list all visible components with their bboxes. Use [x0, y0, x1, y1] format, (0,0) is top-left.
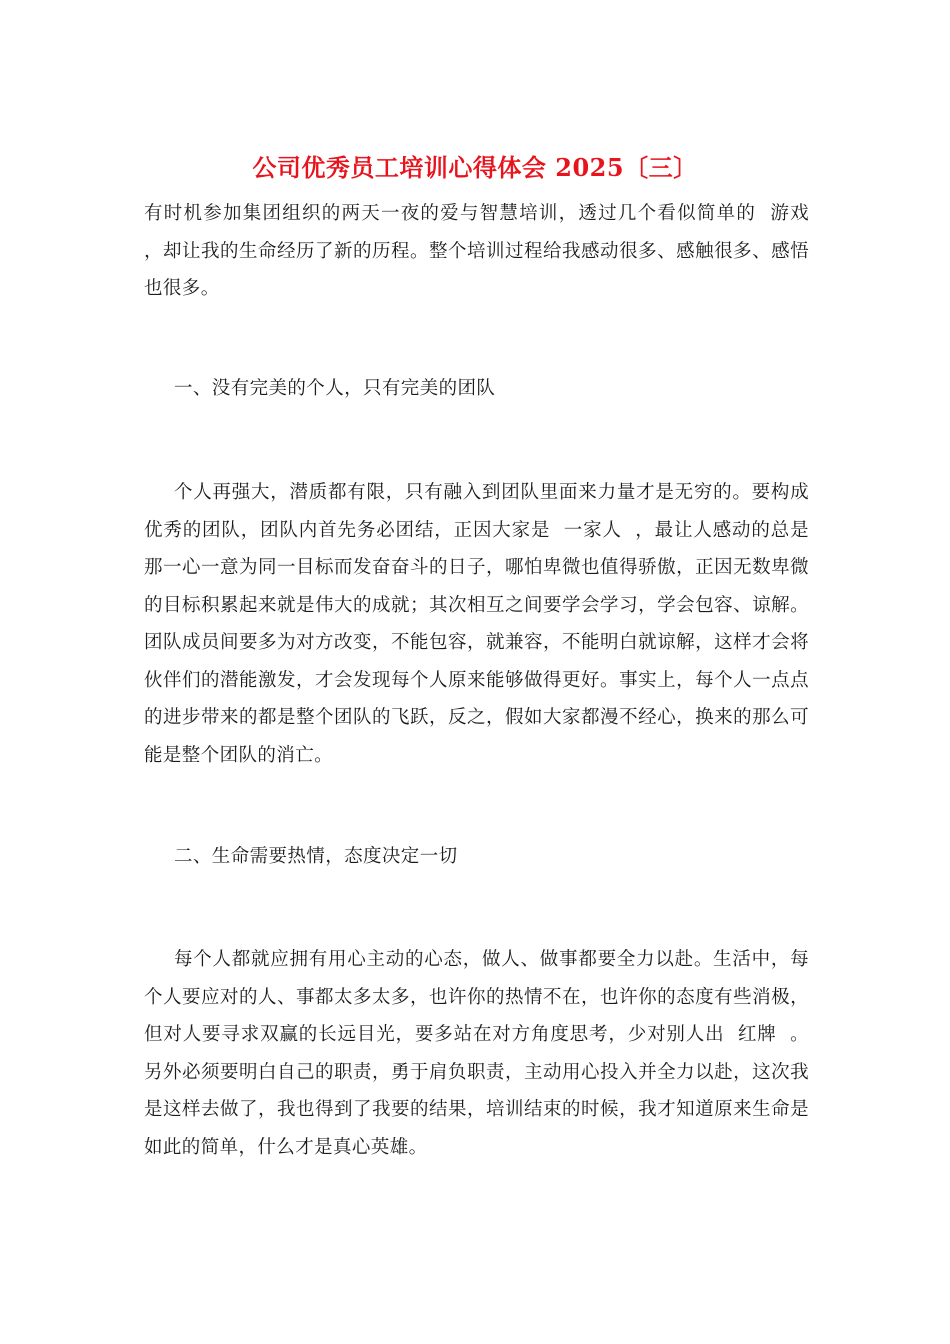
section-heading-1: 一、没有完美的个人，只有完美的团队	[174, 378, 496, 399]
document-title: 公司优秀员工培训心得体会 2025〔三〕	[252, 153, 698, 182]
section-heading-2: 二、生命需要热情，态度决定一切	[174, 846, 458, 867]
intro-paragraph: 有时机参加集团组织的两天一夜的爱与智慧培训，透过几个看似简单的 游戏 ，却让我的生命经历了新的历程。整个培训过程给我感动很多、感触很多、感悟也很多。	[144, 203, 822, 299]
section-body-2: 每个人都就应拥有用心主动的心态，做人、做事都要全力以赴。生活中，每个人要应对的人、事都太多太多，也许你的热情不在，也许你的态度有些消极，但对人要寻求双赢的长远目光，要多站在对方角度思考，少对别人出 红牌 。另外必须要明白自己的职责，勇于肩负职责，主动用心投入并全力以赴，这次我是这样去做了，我也得到了我要的结果，培训结束的时候，我才知道原来生命是如此的简单，什么才是真心英雄。	[144, 949, 809, 1158]
section-body-1: 个人再强大，潜质都有限，只有融入到团队里面来力量才是无穷的。要构成优秀的团队，团队内首先务必团结，正因大家是 一家人 ，最让人感动的总是那一心一意为同一目标而发奋奋斗的日子，哪怕卑微也值得骄傲，正因无数卑微的目标积累起来就是伟大的成就；其次相互之间要学会学习，学会包容、谅解。团队成员间要多为对方改变，不能包容，就兼容，不能明白就谅解，这样才会将伙伴们的潜能激发，才会发现每个人原来能够做得更好。事实上，每个人一点点的进步带来的都是整个团队的飞跃，反之，假如大家都漫不经心，换来的那么可能是整个团队的消亡。	[144, 482, 809, 766]
